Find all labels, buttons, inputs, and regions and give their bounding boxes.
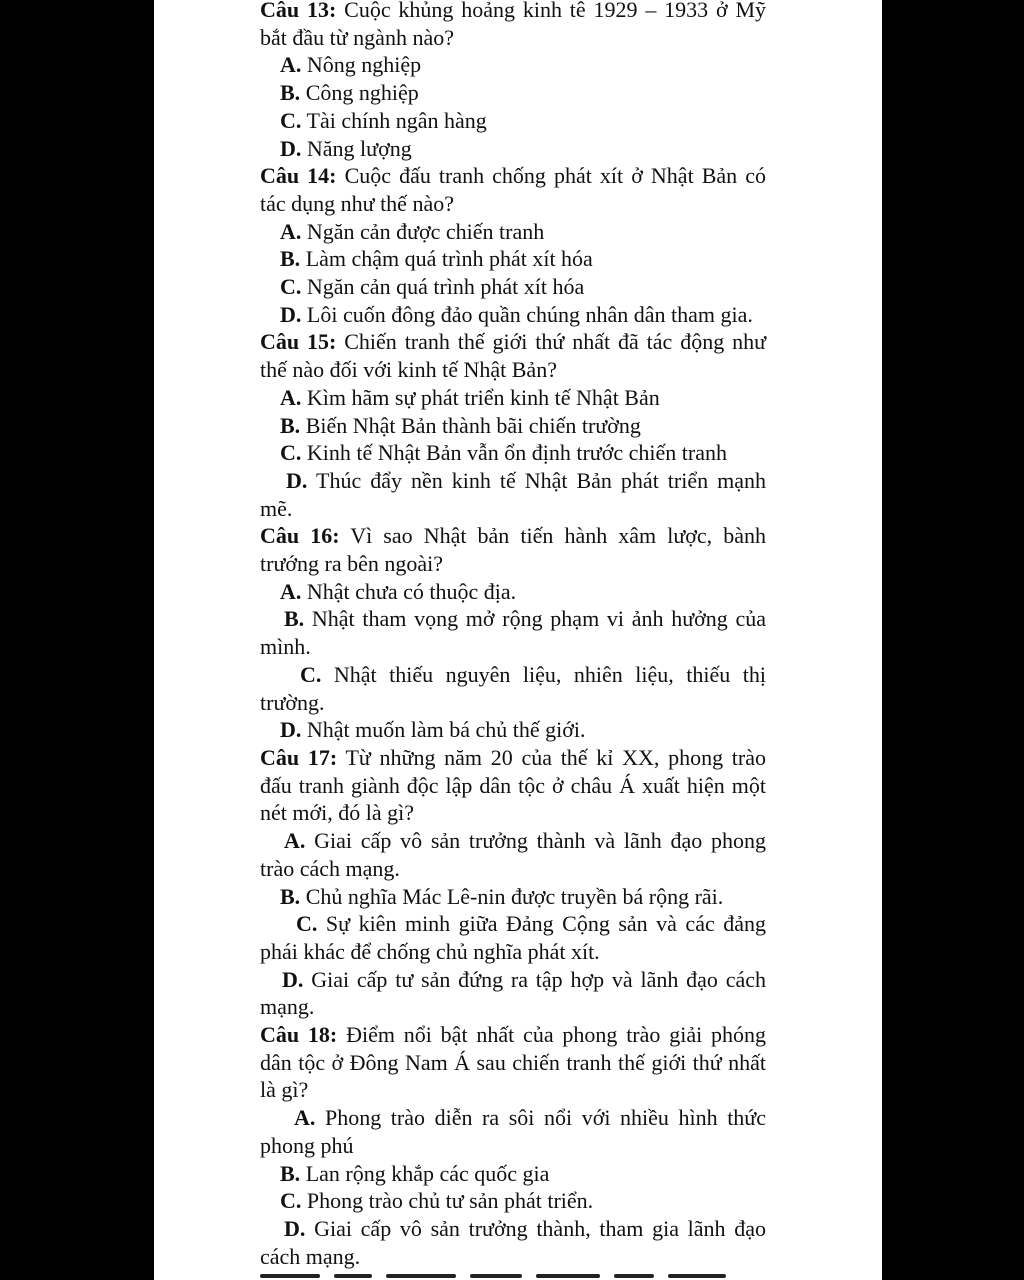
option-label: A.	[280, 578, 302, 604]
question-text: Cuộc đấu tranh chống phát xít ở Nhật Bản có tác dụng như thế nào?	[260, 163, 767, 216]
option-text: Kìm hãm sự phát triển kinh tế Nhật Bản	[306, 384, 660, 410]
option-list	[260, 827, 766, 1021]
option-list	[260, 1104, 766, 1270]
option-d	[260, 716, 766, 744]
option-label: A.	[284, 828, 306, 854]
option-a	[260, 578, 766, 606]
option-list	[260, 218, 766, 329]
option-text: Ngăn cản quá trình phát xít hóa	[306, 274, 585, 300]
option-label: C.	[300, 661, 322, 687]
option-text: Phong trào chủ tư sản phát triển.	[306, 1188, 594, 1214]
option-label: D.	[280, 301, 302, 327]
document-page	[154, 0, 882, 1280]
option-c	[260, 273, 766, 301]
option-label: D.	[282, 966, 304, 992]
question-label: Câu 15:	[260, 329, 337, 355]
option-b	[260, 245, 766, 273]
option-text: Giai cấp vô sản trưởng thành và lãnh đạo phong trào cách mạng.	[260, 828, 767, 881]
option-label: C.	[280, 440, 302, 466]
question-label: Câu 17:	[260, 744, 338, 770]
option-list	[260, 51, 766, 162]
option-text: Nhật thiếu nguyên liệu, nhiên liệu, thiếu thị trường.	[260, 661, 767, 715]
question-stem	[260, 328, 766, 383]
option-text: Lan rộng khắp các quốc gia	[305, 1160, 550, 1186]
option-text: Năng lượng	[306, 135, 412, 161]
question-14	[260, 162, 766, 328]
question-stem	[260, 0, 766, 51]
option-text: Nhật chưa có thuộc địa.	[306, 578, 517, 604]
question-label: Câu 16:	[260, 523, 340, 549]
option-label: B.	[280, 1160, 301, 1186]
option-text: Thúc đẩy nền kinh tế Nhật Bản phát triển mạnh mẽ.	[260, 467, 766, 521]
question-label: Câu 18:	[260, 1022, 338, 1048]
option-label: B.	[280, 412, 301, 438]
option-list	[260, 384, 766, 523]
option-label: D.	[286, 467, 308, 493]
option-b	[260, 79, 766, 107]
option-a	[260, 218, 766, 246]
question-17	[260, 744, 766, 1021]
option-label: C.	[296, 911, 318, 937]
option-text: Tài chính ngân hàng	[306, 107, 487, 133]
option-a	[260, 827, 766, 882]
option-text: Giai cấp tư sản đứng ra tập hợp và lãnh đạo cách mạng.	[260, 966, 767, 1020]
option-text: Giai cấp vô sản trưởng thành, tham gia lãnh đạo cách mạng.	[260, 1215, 766, 1269]
option-label: D.	[284, 1215, 306, 1241]
question-label: Câu 14:	[260, 163, 337, 189]
option-text: Chủ nghĩa Mác Lê-nin được truyền bá rộng rãi.	[305, 883, 724, 909]
option-text: Nhật muốn làm bá chủ thế giới.	[306, 717, 586, 743]
option-text: Kinh tế Nhật Bản vẫn ổn định trước chiến tranh	[306, 440, 727, 466]
option-label: B.	[280, 883, 301, 909]
option-c	[260, 661, 766, 716]
option-label: A.	[294, 1105, 316, 1131]
option-text: Làm chậm quá trình phát xít hóa	[305, 246, 593, 272]
option-label: B.	[280, 246, 301, 272]
option-b	[260, 1160, 766, 1188]
option-label: B.	[280, 80, 301, 106]
option-text: Lôi cuốn đông đảo quần chúng nhân dân tham gia.	[306, 301, 753, 327]
question-13	[260, 0, 766, 162]
option-list	[260, 578, 766, 744]
option-d	[260, 966, 766, 1021]
option-label: A.	[280, 218, 302, 244]
option-text: Nông nghiệp	[306, 52, 422, 78]
option-d	[260, 135, 766, 163]
option-text: Nhật tham vọng mở rộng phạm vi ảnh hưởng của mình.	[260, 606, 766, 660]
option-label: C.	[280, 1188, 302, 1214]
option-d	[260, 301, 766, 329]
option-text: Ngăn cản được chiến tranh	[306, 218, 545, 244]
option-text: Biến Nhật Bản thành bãi chiến trường	[305, 412, 641, 438]
question-label: Câu 13:	[260, 0, 337, 22]
cropped-next-line	[260, 1268, 766, 1280]
question-text: Điểm nổi bật nhất của phong trào giải phóng dân tộc ở Đông Nam Á sau chiến tranh thế giới thứ nhất là gì?	[260, 1022, 767, 1103]
option-d	[260, 1215, 766, 1270]
option-label: C.	[280, 107, 302, 133]
option-d	[260, 467, 766, 522]
option-a	[260, 1104, 766, 1159]
question-stem	[260, 1021, 766, 1104]
option-b	[260, 412, 766, 440]
option-b	[260, 883, 766, 911]
question-stem	[260, 744, 766, 827]
question-text: Từ những năm 20 của thế kỉ XX, phong trào đấu tranh giành độc lập dân tộc ở châu Á xuất hiện một nét mới, đó là gì?	[260, 744, 766, 826]
question-list	[260, 0, 766, 1270]
question-text: Chiến tranh thế giới thứ nhất đã tác động như thế nào đối với kinh tế Nhật Bản?	[260, 329, 767, 383]
option-b	[260, 605, 766, 660]
question-stem	[260, 162, 766, 217]
option-label: A.	[280, 384, 302, 410]
question-text: Cuộc khủng hoảng kinh tê 1929 – 1933 ở Mỹ bắt đầu từ ngành nào?	[260, 0, 767, 50]
option-c	[260, 910, 766, 965]
option-a	[260, 51, 766, 79]
option-label: D.	[280, 135, 302, 161]
question-stem	[260, 522, 766, 577]
option-text: Sự kiên minh giữa Đảng Cộng sản và các đảng phái khác để chống chủ nghĩa phát xít.	[260, 911, 766, 964]
option-c	[260, 107, 766, 135]
option-text: Công nghiệp	[305, 80, 419, 106]
option-label: C.	[280, 274, 302, 300]
question-18	[260, 1021, 766, 1270]
option-label: B.	[284, 606, 305, 632]
option-c	[260, 1187, 766, 1215]
question-15	[260, 328, 766, 522]
option-a	[260, 384, 766, 412]
question-text: Vì sao Nhật bản tiến hành xâm lược, bành trướng ra bên ngoài?	[260, 523, 767, 577]
question-16	[260, 522, 766, 744]
option-label: A.	[280, 52, 302, 78]
option-c	[260, 439, 766, 467]
option-label: D.	[280, 717, 302, 743]
option-text: Phong trào diễn ra sôi nổi với nhiều hình thức phong phú	[260, 1105, 767, 1158]
